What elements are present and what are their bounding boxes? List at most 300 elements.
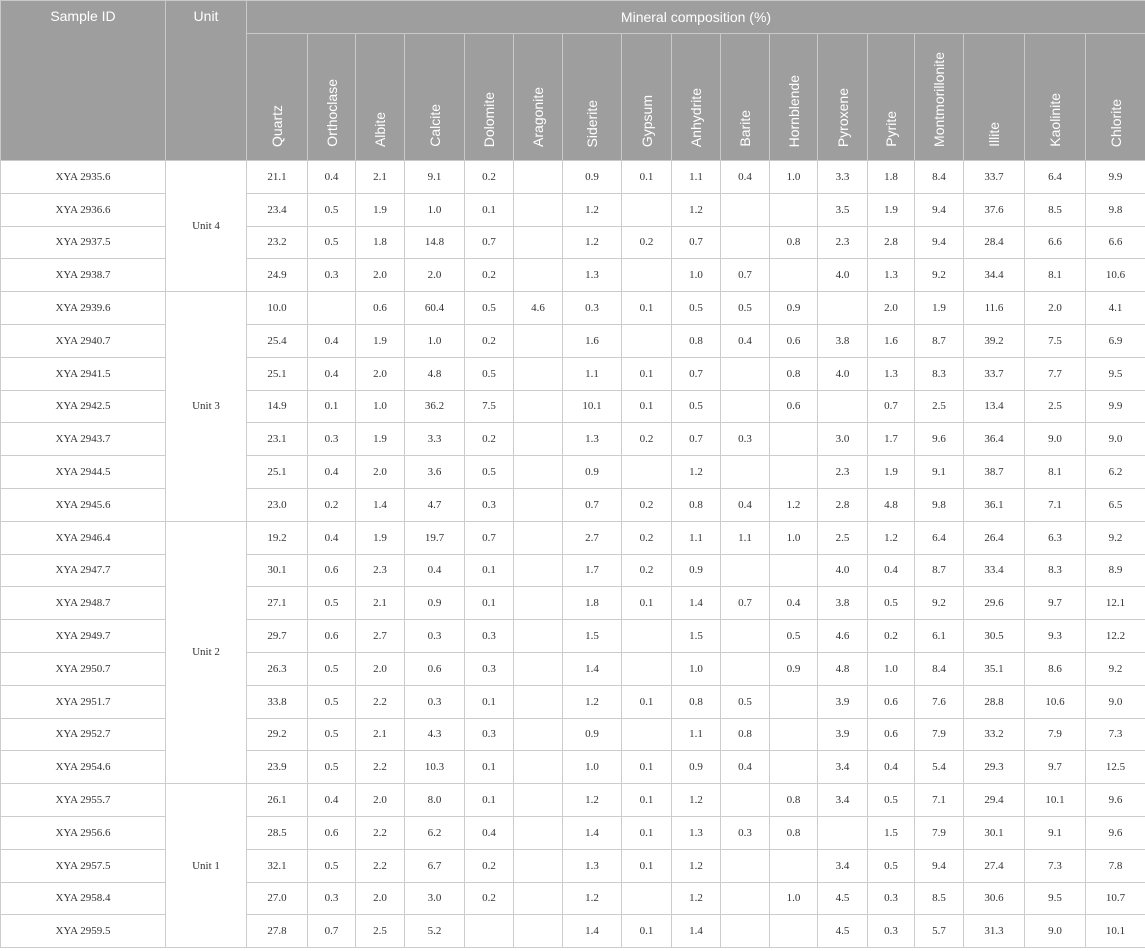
value-cell-pyroxene: 3.4: [818, 849, 868, 882]
value-cell-kaolinite: 9.1: [1025, 816, 1086, 849]
value-cell-siderite: 1.5: [563, 620, 622, 653]
value-cell-siderite: 1.2: [563, 685, 622, 718]
value-cell-aragonite: [514, 456, 563, 489]
value-cell-barite: 0.5: [721, 292, 770, 325]
value-cell-albite: 1.8: [356, 226, 405, 259]
value-cell-pyrite: 2.0: [868, 292, 915, 325]
value-cell-barite: 0.4: [721, 488, 770, 521]
mineral-header-label: Pyrite: [883, 111, 899, 147]
value-cell-pyrite: 0.3: [868, 915, 915, 948]
value-cell-orthoclase: 0.6: [308, 816, 356, 849]
value-cell-hornblende: [770, 193, 818, 226]
value-cell-hornblende: 0.9: [770, 652, 818, 685]
value-cell-orthoclase: 0.3: [308, 423, 356, 456]
mineral-header-label: Anhydrite: [688, 87, 704, 147]
value-cell-montmorillonite: 8.5: [915, 882, 964, 915]
value-cell-calcite: 0.3: [405, 685, 465, 718]
value-cell-albite: 2.1: [356, 161, 405, 194]
mineral-header-chlorite: [1086, 34, 1145, 161]
value-cell-hornblende: 0.8: [770, 226, 818, 259]
value-cell-anhydrite: 1.2: [672, 882, 721, 915]
value-cell-pyroxene: 4.0: [818, 357, 868, 390]
value-cell-barite: [721, 784, 770, 817]
value-cell-hornblende: 0.6: [770, 390, 818, 423]
value-cell-gypsum: 0.1: [622, 161, 672, 194]
value-cell-albite: 2.2: [356, 849, 405, 882]
value-cell-pyroxene: 2.3: [818, 456, 868, 489]
value-cell-dolomite: 7.5: [465, 390, 514, 423]
sample-id-cell: XYA 2949.7: [1, 620, 166, 653]
value-cell-gypsum: 0.2: [622, 554, 672, 587]
value-cell-orthoclase: 0.4: [308, 161, 356, 194]
value-cell-pyroxene: 3.8: [818, 324, 868, 357]
value-cell-pyroxene: 4.5: [818, 915, 868, 948]
value-cell-montmorillonite: 9.2: [915, 259, 964, 292]
sample-id-cell: XYA 2956.6: [1, 816, 166, 849]
value-cell-dolomite: 0.3: [465, 652, 514, 685]
value-cell-barite: [721, 620, 770, 653]
value-cell-pyrite: 0.6: [868, 718, 915, 751]
value-cell-gypsum: [622, 718, 672, 751]
value-cell-albite: 2.0: [356, 882, 405, 915]
value-cell-anhydrite: 0.7: [672, 357, 721, 390]
value-cell-orthoclase: 0.5: [308, 685, 356, 718]
value-cell-calcite: 10.3: [405, 751, 465, 784]
value-cell-aragonite: [514, 390, 563, 423]
unit-cell: Unit 2: [166, 521, 247, 783]
sample-id-cell: XYA 2939.6: [1, 292, 166, 325]
value-cell-chlorite: 12.2: [1086, 620, 1145, 653]
value-cell-pyrite: 1.3: [868, 357, 915, 390]
value-cell-quartz: 21.1: [247, 161, 308, 194]
value-cell-gypsum: 0.2: [622, 488, 672, 521]
value-cell-hornblende: [770, 751, 818, 784]
mineral-header-label: Siderite: [584, 99, 600, 147]
value-cell-orthoclase: 0.5: [308, 849, 356, 882]
value-cell-siderite: 1.1: [563, 357, 622, 390]
mineral-header-label: Chlorite: [1107, 98, 1124, 147]
value-cell-pyroxene: 3.4: [818, 784, 868, 817]
value-cell-pyrite: 1.9: [868, 193, 915, 226]
value-cell-aragonite: [514, 488, 563, 521]
value-cell-albite: 2.0: [356, 456, 405, 489]
value-cell-aragonite: [514, 849, 563, 882]
value-cell-orthoclase: 0.4: [308, 357, 356, 390]
sample-id-cell: XYA 2957.5: [1, 849, 166, 882]
mineral-header-gypsum: [622, 34, 672, 161]
value-cell-quartz: 23.2: [247, 226, 308, 259]
sample-id-cell: XYA 2941.5: [1, 357, 166, 390]
mineral-header-label: Pyroxene: [834, 87, 851, 147]
mineral-header-label: Illite: [986, 122, 1002, 147]
value-cell-orthoclase: 0.4: [308, 324, 356, 357]
sample-id-cell: XYA 2935.6: [1, 161, 166, 194]
value-cell-anhydrite: 1.2: [672, 849, 721, 882]
value-cell-illite: 13.4: [964, 390, 1025, 423]
value-cell-pyrite: 1.5: [868, 816, 915, 849]
value-cell-kaolinite: 7.3: [1025, 849, 1086, 882]
value-cell-montmorillonite: 9.4: [915, 226, 964, 259]
value-cell-dolomite: 0.5: [465, 357, 514, 390]
mineral-header-label: Hornblende: [785, 74, 802, 147]
value-cell-anhydrite: 0.9: [672, 751, 721, 784]
mineral-header-label: Gypsum: [638, 94, 655, 147]
value-cell-pyroxene: 4.0: [818, 259, 868, 292]
value-cell-kaolinite: 6.6: [1025, 226, 1086, 259]
value-cell-anhydrite: 0.8: [672, 324, 721, 357]
value-cell-kaolinite: 10.6: [1025, 685, 1086, 718]
value-cell-dolomite: 0.2: [465, 882, 514, 915]
value-cell-anhydrite: 1.4: [672, 587, 721, 620]
value-cell-chlorite: 6.6: [1086, 226, 1145, 259]
value-cell-chlorite: 9.0: [1086, 685, 1145, 718]
value-cell-aragonite: [514, 882, 563, 915]
value-cell-quartz: 23.0: [247, 488, 308, 521]
value-cell-aragonite: [514, 751, 563, 784]
value-cell-siderite: 0.9: [563, 456, 622, 489]
value-cell-gypsum: 0.1: [622, 849, 672, 882]
mineral-header-illite: [964, 34, 1025, 161]
value-cell-albite: 2.2: [356, 685, 405, 718]
value-cell-chlorite: 10.6: [1086, 259, 1145, 292]
mineral-header-label: Calcite: [426, 104, 443, 147]
value-cell-orthoclase: 0.5: [308, 751, 356, 784]
value-cell-gypsum: [622, 193, 672, 226]
mineral-header-pyrite: [868, 34, 915, 161]
value-cell-montmorillonite: 5.7: [915, 915, 964, 948]
value-cell-dolomite: 0.3: [465, 718, 514, 751]
value-cell-quartz: 25.4: [247, 324, 308, 357]
sample-id-cell: XYA 2945.6: [1, 488, 166, 521]
value-cell-kaolinite: 8.1: [1025, 259, 1086, 292]
value-cell-aragonite: [514, 357, 563, 390]
value-cell-orthoclase: 0.4: [308, 521, 356, 554]
value-cell-siderite: 0.9: [563, 718, 622, 751]
value-cell-quartz: 14.9: [247, 390, 308, 423]
value-cell-pyrite: 1.6: [868, 324, 915, 357]
value-cell-pyrite: 2.8: [868, 226, 915, 259]
value-cell-calcite: 4.7: [405, 488, 465, 521]
value-cell-kaolinite: 9.0: [1025, 915, 1086, 948]
value-cell-orthoclase: 0.3: [308, 259, 356, 292]
value-cell-siderite: 2.7: [563, 521, 622, 554]
sample-id-cell: XYA 2948.7: [1, 587, 166, 620]
sample-id-cell: XYA 2951.7: [1, 685, 166, 718]
value-cell-barite: 1.1: [721, 521, 770, 554]
value-cell-anhydrite: 1.4: [672, 915, 721, 948]
value-cell-gypsum: [622, 620, 672, 653]
value-cell-aragonite: [514, 652, 563, 685]
value-cell-pyrite: 0.7: [868, 390, 915, 423]
value-cell-aragonite: [514, 620, 563, 653]
value-cell-siderite: 1.4: [563, 915, 622, 948]
value-cell-chlorite: 10.7: [1086, 882, 1145, 915]
value-cell-dolomite: 0.3: [465, 488, 514, 521]
value-cell-albite: 2.1: [356, 587, 405, 620]
value-cell-illite: 39.2: [964, 324, 1025, 357]
value-cell-pyrite: 0.2: [868, 620, 915, 653]
mineral-header-label: Kaolinite: [1047, 93, 1063, 147]
value-cell-anhydrite: 1.0: [672, 652, 721, 685]
sample-id-cell: XYA 2958.4: [1, 882, 166, 915]
value-cell-dolomite: 0.2: [465, 849, 514, 882]
value-cell-quartz: 25.1: [247, 456, 308, 489]
value-cell-dolomite: 0.4: [465, 816, 514, 849]
value-cell-illite: 11.6: [964, 292, 1025, 325]
value-cell-barite: [721, 849, 770, 882]
table-row: [1, 521, 1145, 554]
value-cell-dolomite: 0.7: [465, 226, 514, 259]
value-cell-albite: 2.3: [356, 554, 405, 587]
value-cell-calcite: 0.4: [405, 554, 465, 587]
value-cell-chlorite: 9.5: [1086, 357, 1145, 390]
value-cell-pyroxene: 4.6: [818, 620, 868, 653]
value-cell-anhydrite: 1.1: [672, 161, 721, 194]
sample-id-cell: XYA 2938.7: [1, 259, 166, 292]
value-cell-aragonite: [514, 915, 563, 948]
value-cell-kaolinite: 9.7: [1025, 751, 1086, 784]
value-cell-pyroxene: 3.0: [818, 423, 868, 456]
value-cell-dolomite: 0.2: [465, 259, 514, 292]
value-cell-orthoclase: 0.1: [308, 390, 356, 423]
unit-cell: Unit 1: [166, 784, 247, 948]
value-cell-calcite: 5.2: [405, 915, 465, 948]
value-cell-gypsum: 0.2: [622, 521, 672, 554]
value-cell-pyroxene: [818, 390, 868, 423]
value-cell-quartz: 32.1: [247, 849, 308, 882]
value-cell-anhydrite: 0.7: [672, 423, 721, 456]
value-cell-aragonite: 4.6: [514, 292, 563, 325]
value-cell-dolomite: 0.1: [465, 554, 514, 587]
value-cell-siderite: 1.3: [563, 259, 622, 292]
value-cell-orthoclase: 0.5: [308, 226, 356, 259]
value-cell-aragonite: [514, 521, 563, 554]
value-cell-chlorite: 12.1: [1086, 587, 1145, 620]
value-cell-siderite: 1.2: [563, 193, 622, 226]
value-cell-orthoclase: 0.6: [308, 554, 356, 587]
value-cell-hornblende: [770, 915, 818, 948]
value-cell-albite: 2.0: [356, 784, 405, 817]
value-cell-anhydrite: 0.5: [672, 390, 721, 423]
value-cell-orthoclase: 0.7: [308, 915, 356, 948]
value-cell-montmorillonite: 9.4: [915, 849, 964, 882]
value-cell-aragonite: [514, 685, 563, 718]
value-cell-pyrite: 1.3: [868, 259, 915, 292]
value-cell-montmorillonite: 7.1: [915, 784, 964, 817]
value-cell-pyroxene: [818, 816, 868, 849]
value-cell-pyroxene: 3.3: [818, 161, 868, 194]
value-cell-gypsum: [622, 652, 672, 685]
value-cell-orthoclase: 0.3: [308, 882, 356, 915]
value-cell-aragonite: [514, 587, 563, 620]
sample-id-cell: XYA 2940.7: [1, 324, 166, 357]
value-cell-calcite: 8.0: [405, 784, 465, 817]
value-cell-pyrite: 1.2: [868, 521, 915, 554]
value-cell-kaolinite: 8.5: [1025, 193, 1086, 226]
value-cell-anhydrite: 1.1: [672, 521, 721, 554]
value-cell-orthoclase: 0.5: [308, 718, 356, 751]
value-cell-barite: 0.3: [721, 816, 770, 849]
value-cell-illite: 30.1: [964, 816, 1025, 849]
value-cell-dolomite: 0.1: [465, 784, 514, 817]
value-cell-calcite: 1.0: [405, 324, 465, 357]
value-cell-calcite: 2.0: [405, 259, 465, 292]
value-cell-albite: 1.0: [356, 390, 405, 423]
value-cell-chlorite: 7.3: [1086, 718, 1145, 751]
mineral-header-label: Barite: [737, 110, 753, 147]
value-cell-montmorillonite: 2.5: [915, 390, 964, 423]
value-cell-montmorillonite: 8.3: [915, 357, 964, 390]
value-cell-chlorite: 9.9: [1086, 161, 1145, 194]
value-cell-aragonite: [514, 259, 563, 292]
value-cell-pyroxene: 4.8: [818, 652, 868, 685]
value-cell-kaolinite: 7.5: [1025, 324, 1086, 357]
mineral-header-label: Montmorillonite: [931, 52, 947, 147]
value-cell-hornblende: 0.8: [770, 816, 818, 849]
value-cell-siderite: 1.8: [563, 587, 622, 620]
value-cell-siderite: 1.2: [563, 882, 622, 915]
value-cell-hornblende: [770, 685, 818, 718]
value-cell-kaolinite: 8.1: [1025, 456, 1086, 489]
value-cell-quartz: 23.1: [247, 423, 308, 456]
value-cell-orthoclase: 0.4: [308, 784, 356, 817]
value-cell-siderite: 0.3: [563, 292, 622, 325]
value-cell-calcite: 0.6: [405, 652, 465, 685]
value-cell-kaolinite: 8.6: [1025, 652, 1086, 685]
value-cell-barite: 0.5: [721, 685, 770, 718]
value-cell-illite: 30.6: [964, 882, 1025, 915]
value-cell-pyrite: 1.8: [868, 161, 915, 194]
value-cell-anhydrite: 0.7: [672, 226, 721, 259]
value-cell-calcite: 1.0: [405, 193, 465, 226]
value-cell-calcite: 60.4: [405, 292, 465, 325]
value-cell-aragonite: [514, 324, 563, 357]
value-cell-pyroxene: 3.5: [818, 193, 868, 226]
value-cell-chlorite: 9.9: [1086, 390, 1145, 423]
value-cell-pyrite: 0.6: [868, 685, 915, 718]
value-cell-montmorillonite: 9.1: [915, 456, 964, 489]
value-cell-siderite: 1.0: [563, 751, 622, 784]
value-cell-calcite: 6.2: [405, 816, 465, 849]
value-cell-illite: 38.7: [964, 456, 1025, 489]
sample-id-cell: XYA 2950.7: [1, 652, 166, 685]
value-cell-orthoclase: 0.2: [308, 488, 356, 521]
sample-id-cell: XYA 2942.5: [1, 390, 166, 423]
value-cell-montmorillonite: 8.4: [915, 161, 964, 194]
value-cell-kaolinite: 10.1: [1025, 784, 1086, 817]
value-cell-hornblende: [770, 456, 818, 489]
value-cell-barite: [721, 357, 770, 390]
value-cell-illite: 29.6: [964, 587, 1025, 620]
value-cell-orthoclase: 0.5: [308, 193, 356, 226]
value-cell-barite: [721, 915, 770, 948]
value-cell-hornblende: [770, 259, 818, 292]
value-cell-pyrite: 1.9: [868, 456, 915, 489]
value-cell-pyroxene: 2.5: [818, 521, 868, 554]
value-cell-montmorillonite: 8.7: [915, 554, 964, 587]
value-cell-quartz: 33.8: [247, 685, 308, 718]
value-cell-hornblende: 0.8: [770, 357, 818, 390]
value-cell-gypsum: 0.1: [622, 390, 672, 423]
value-cell-gypsum: 0.1: [622, 357, 672, 390]
value-cell-barite: [721, 456, 770, 489]
value-cell-aragonite: [514, 718, 563, 751]
value-cell-illite: 33.2: [964, 718, 1025, 751]
value-cell-quartz: 24.9: [247, 259, 308, 292]
value-cell-calcite: 14.8: [405, 226, 465, 259]
mineral-header-barite: [721, 34, 770, 161]
value-cell-anhydrite: 0.8: [672, 685, 721, 718]
sample-id-cell: XYA 2937.5: [1, 226, 166, 259]
value-cell-chlorite: 9.2: [1086, 521, 1145, 554]
value-cell-albite: 0.6: [356, 292, 405, 325]
value-cell-illite: 33.4: [964, 554, 1025, 587]
value-cell-montmorillonite: 8.7: [915, 324, 964, 357]
mineral-composition-header: Mineral composition (%): [247, 1, 1145, 34]
value-cell-calcite: 36.2: [405, 390, 465, 423]
mineral-header-calcite: [405, 34, 465, 161]
unit-cell: Unit 3: [166, 292, 247, 522]
value-cell-siderite: 1.4: [563, 652, 622, 685]
value-cell-pyroxene: 3.9: [818, 718, 868, 751]
value-cell-calcite: 4.8: [405, 357, 465, 390]
value-cell-chlorite: 8.9: [1086, 554, 1145, 587]
value-cell-gypsum: 0.2: [622, 226, 672, 259]
mineral-header-label: Dolomite: [481, 91, 497, 147]
value-cell-barite: 0.3: [721, 423, 770, 456]
value-cell-chlorite: 9.8: [1086, 193, 1145, 226]
value-cell-quartz: 29.2: [247, 718, 308, 751]
sample-id-cell: XYA 2955.7: [1, 784, 166, 817]
value-cell-hornblende: 0.8: [770, 784, 818, 817]
value-cell-albite: 2.2: [356, 816, 405, 849]
value-cell-anhydrite: 1.2: [672, 784, 721, 817]
value-cell-pyrite: 0.5: [868, 849, 915, 882]
value-cell-barite: 0.7: [721, 587, 770, 620]
value-cell-quartz: 26.1: [247, 784, 308, 817]
value-cell-gypsum: 0.1: [622, 784, 672, 817]
value-cell-montmorillonite: 6.1: [915, 620, 964, 653]
value-cell-illite: 31.3: [964, 915, 1025, 948]
value-cell-dolomite: 0.1: [465, 685, 514, 718]
mineral-header-quartz: [247, 34, 308, 161]
value-cell-siderite: 1.7: [563, 554, 622, 587]
value-cell-kaolinite: 7.1: [1025, 488, 1086, 521]
value-cell-kaolinite: 9.5: [1025, 882, 1086, 915]
sample-id-header: Sample ID: [1, 1, 166, 161]
sample-id-cell: XYA 2944.5: [1, 456, 166, 489]
value-cell-chlorite: 7.8: [1086, 849, 1145, 882]
value-cell-gypsum: 0.1: [622, 751, 672, 784]
value-cell-gypsum: 0.1: [622, 292, 672, 325]
value-cell-illite: 37.6: [964, 193, 1025, 226]
value-cell-anhydrite: 0.8: [672, 488, 721, 521]
value-cell-albite: 2.0: [356, 357, 405, 390]
value-cell-gypsum: 0.1: [622, 816, 672, 849]
value-cell-montmorillonite: 9.8: [915, 488, 964, 521]
sample-id-cell: XYA 2936.6: [1, 193, 166, 226]
value-cell-siderite: 0.7: [563, 488, 622, 521]
value-cell-siderite: 10.1: [563, 390, 622, 423]
value-cell-dolomite: 0.5: [465, 292, 514, 325]
value-cell-chlorite: 4.1: [1086, 292, 1145, 325]
value-cell-chlorite: 12.5: [1086, 751, 1145, 784]
value-cell-anhydrite: 1.2: [672, 193, 721, 226]
value-cell-aragonite: [514, 423, 563, 456]
value-cell-quartz: 30.1: [247, 554, 308, 587]
value-cell-albite: 1.4: [356, 488, 405, 521]
value-cell-montmorillonite: 7.9: [915, 718, 964, 751]
